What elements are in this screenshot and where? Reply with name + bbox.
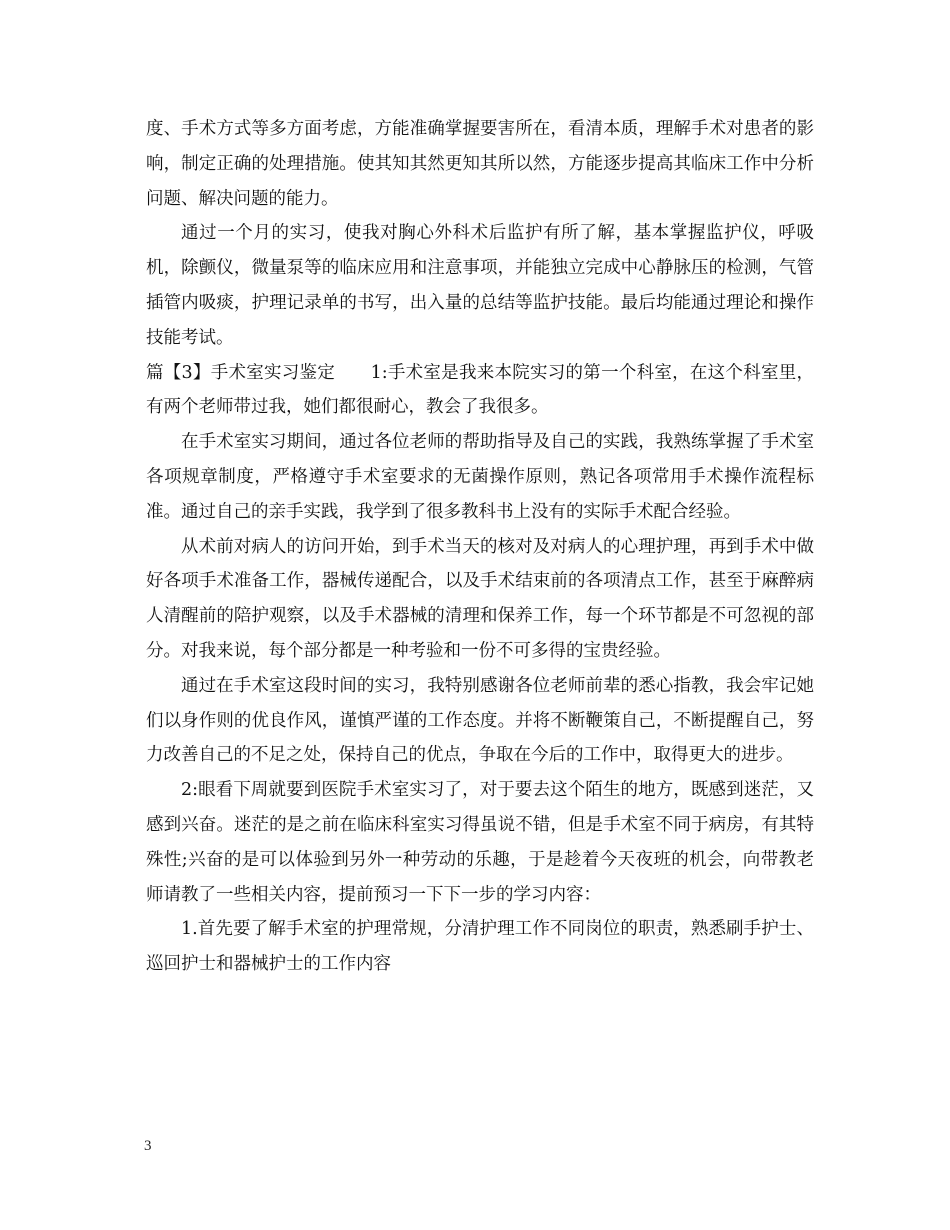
paragraph-continuation: 度、手术方式等多方面考虑，方能准确掌握要害所在，看清本质，理解手术对患者的影响，制定正确的处理措施。使其知其然更知其所以然，方能逐步提高其临床工作中分析问题、解决问题的能力。 bbox=[146, 119, 814, 209]
paragraph-preparation: 2:眼看下周就要到医院手术室实习了，对于要去这个陌生的地方，既感到迷茫，又感到兴奋。迷茫的是之前在临床科室实习得虽说不错，但是手术室不同于病房，有其特殊性;兴奋的是可以体验到另外一种劳动的乐趣，于是趁着今天夜班的机会，向带教老师请教了一些相关内容，提前预习一下下一步的学习内容： bbox=[146, 780, 814, 905]
paragraph-surgery-process: 从术前对病人的访问开始，到手术当天的核对及对病人的心理护理，再到手术中做好各项手术准备工作，器械传递配合，以及手术结束前的各项清点工作，甚至于麻醉病人清醒前的陪护观察，以及手术器械的清理和保养工作，每一个环节都是不可忽视的部分。对我来说，每个部分都是一种考验和一份不可多得的宝贵经验。 bbox=[146, 536, 814, 661]
paragraph-monitoring-summary: 通过一个月的实习，使我对胸心外科术后监护有所了解，基本掌握监护仪，呼吸机，除颤仪，微量泵等的临床应用和注意事项，并能独立完成中心静脉压的检测，气管插管内吸痰，护理记录单的书写，出入量的总结等监护技能。最后均能通过理论和操作技能考试。 bbox=[146, 223, 814, 348]
section-heading-paragraph: 篇【3】手术室实习鉴定 1:手术室是我来本院实习的第一个科室，在这个科室里，有两个老师带过我，她们都很耐心，教会了我很多。 bbox=[146, 362, 814, 418]
paragraph-thanks: 通过在手术室这段时间的实习，我特别感谢各位老师前辈的悉心指教，我会牢记她们以身作则的优良作风，谨慎严谨的工作态度。并将不断鞭策自己，不断提醒自己，努力改善自己的不足之处，保持自己的优点，争取在今后的工作中，取得更大的进步。 bbox=[146, 675, 814, 766]
paragraph-rules-practice: 在手术室实习期间，通过各位老师的帮助指导及自己的实践，我熟练掌握了手术室各项规章制度，严格遵守手术室要求的无菌操作原则，熟记各项常用手术操作流程标准。通过自己的亲手实践，我学到了很多教科书上没有的实际手术配合经验。 bbox=[146, 432, 814, 522]
document-body bbox=[146, 112, 814, 982]
paragraph-list-item-1: 1.首先要了解手术室的护理常规，分清护理工作不同岗位的职责，熟悉刷手护士、巡回护士和器械护士的工作内容 bbox=[146, 919, 814, 975]
page-number: 3 bbox=[144, 1138, 152, 1154]
